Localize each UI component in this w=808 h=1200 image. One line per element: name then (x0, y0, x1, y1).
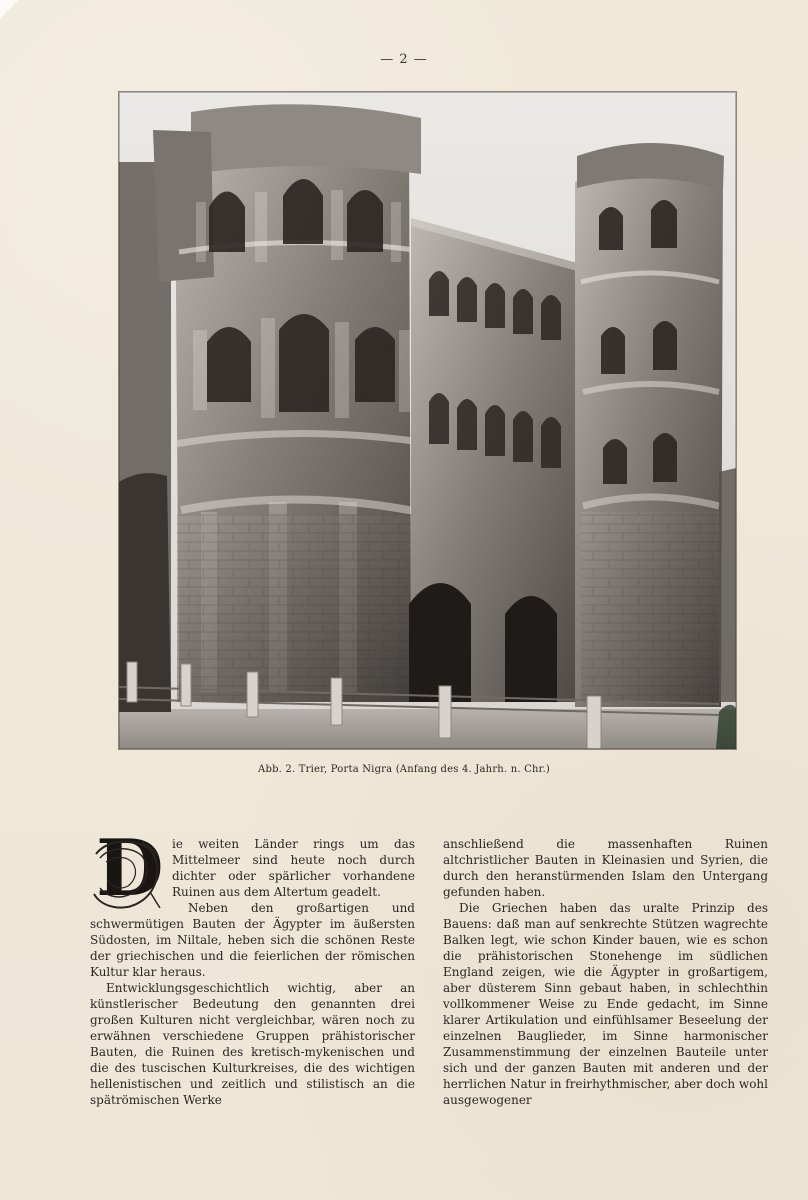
right-tower-base-blocks (581, 512, 719, 702)
right-paragraph-2: Die Griechen haben das uralte Prinzip des Bauens: daß man auf senkrechte Stützen wagrechte Balken legt, wie schon Kinder bauen, wie es schon die prähistorischen Stonehenge im südlichen England zeigen, wie die Ägypter in großartigem, aber düsterem Sinn gebaut haben, in schlechthin vollkommener Weise zu Ende gedacht, im Sinne klarer Artikulation und einfühlsamer Beseelung der einzelnen Bauglieder, im Sinne harmonischer Zusammenstimmung der einzelnen Bauteile unter sich und der ganzen Bauten mit anderen und der herrlichen Natur in freirhythmischer, aber doch wohl ausgewogener (443, 901, 768, 1107)
left-text-column (90, 823, 415, 1108)
dropcap-letter: D (96, 823, 164, 914)
left-paragraph-2: Neben den großartigen und schwermütigen Bauten der Ägypter im äußersten Südosten, im Niltale, heben sich die schönen Reste der griechischen und die feierlichen der römischen Kultur klar heraus. (90, 901, 415, 979)
ground (119, 709, 736, 749)
left-paragraph-3: Entwicklungsgeschichtlich wichtig, aber an künstlerischer Bedeutung den genannten drei großen Kulturen nicht vergleichbar, wären noch zu erwähnen verschiedene Gruppen prähistorischer Bauten, die Ruinen des kretisch-mykenischen und die des tuscischen Kulturkreises, die des wichtigen hellenistischen und zeitlich und stilistisch an die spätrömischen Werke (90, 981, 415, 1107)
figure-caption: Abb. 2. Trier, Porta Nigra (Anfang des 4. Jahrh. n. Chr.) (258, 764, 550, 775)
left-paragraph-1: ie weiten Länder rings um das Mittelmeer sind heute noch durch dichter oder spärlicher vorhandene Ruinen aus dem Altertum geadelt. (172, 837, 415, 899)
right-text-column (443, 836, 768, 1108)
right-paragraph-1: anschließend die massenhaften Ruinen altchristlicher Bauten in Kleinasien und Syrien, die durch den heranstürmenden Islam den Untergang gefunden haben. (443, 837, 768, 899)
porta-nigra-illustration (119, 92, 736, 749)
dropcap-ornament-icon (90, 836, 166, 914)
page-number: — 2 — (380, 52, 428, 67)
left-tower-base-blocks (177, 514, 413, 702)
page-corner-fold (0, 0, 18, 18)
left-tower-top (191, 104, 421, 174)
porta-nigra-photo (118, 91, 737, 750)
right-edge-building (719, 468, 736, 702)
dropcap-block (90, 823, 166, 914)
